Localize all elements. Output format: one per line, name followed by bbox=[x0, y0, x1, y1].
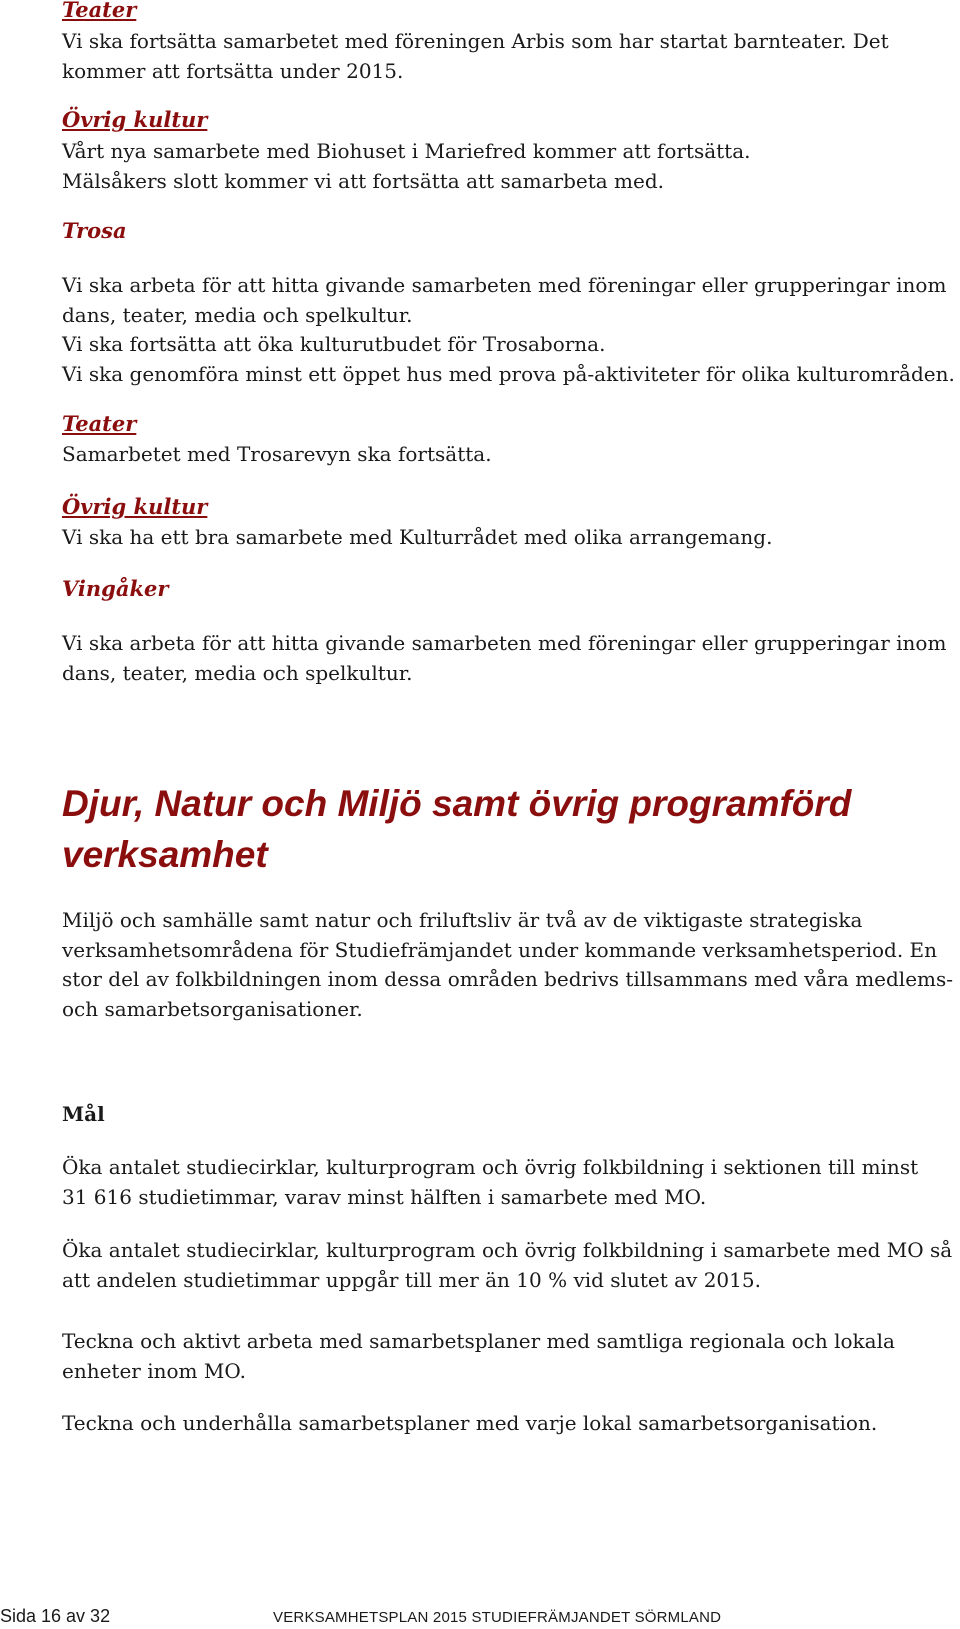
text-line: Öka antalet studiecirklar, kulturprogram och övrig folkbildning i samarbete med MO så bbox=[62, 1238, 953, 1262]
heading-ovrig-kultur: Övrig kultur bbox=[62, 494, 208, 519]
text-line: Vi ska arbeta för att hitta givande samarbeten med föreningar eller grupperingar inom bbox=[62, 631, 947, 655]
goal-paragraph bbox=[62, 1236, 953, 1295]
text-line: dans, teater, media och spelkultur. bbox=[62, 302, 413, 327]
section-title bbox=[62, 778, 851, 880]
paragraph-ovrig-kultur bbox=[62, 523, 942, 553]
goal-paragraph bbox=[62, 1153, 942, 1212]
text-line: Vårt nya samarbete med Biohuset i Mariefred kommer att fortsätta. bbox=[62, 139, 751, 163]
paragraph-teater bbox=[62, 440, 942, 470]
page-number: Sida 16 av 32 bbox=[0, 1606, 111, 1626]
text-line: Vi ska arbeta för att hitta givande samarbeten med föreningar eller grupperingar inom bbox=[62, 273, 947, 297]
text-line: kommer att fortsätta under 2015. bbox=[62, 58, 404, 83]
text-line: Teckna och aktivt arbeta med samarbetsplaner med samtliga regionala och lokala bbox=[62, 1329, 895, 1353]
text-line: 31 616 studietimmar, varav minst hälften i samarbete med MO. bbox=[62, 1184, 707, 1209]
paragraph-trosa bbox=[62, 271, 955, 389]
text-line: Samarbetet med Trosarevyn ska fortsätta. bbox=[62, 442, 492, 466]
heading-trosa: Trosa bbox=[62, 218, 127, 243]
text-line: enheter inom MO. bbox=[62, 1358, 246, 1383]
text-line: verksamhetsområdena för Studiefrämjandet under kommande verksamhetsperiod. En bbox=[62, 937, 938, 962]
heading-mal: Mål bbox=[62, 1102, 105, 1126]
text-line: att andelen studietimmar uppgår till mer än 10 % vid slutet av 2015. bbox=[62, 1267, 761, 1292]
text-line: och samarbetsorganisationer. bbox=[62, 996, 363, 1021]
section-title-line: Djur, Natur och Miljö samt övrig programförd bbox=[62, 783, 852, 824]
text-line: dans, teater, media och spelkultur. bbox=[62, 660, 413, 685]
heading-ovrig-kultur: Övrig kultur bbox=[62, 107, 208, 132]
text-line: Vi ska ha ett bra samarbete med Kulturrådet med olika arrangemang. bbox=[62, 525, 773, 549]
heading-teater: Teater bbox=[62, 411, 137, 436]
heading-teater: Teater bbox=[62, 0, 137, 22]
goal-paragraph bbox=[62, 1327, 942, 1386]
paragraph-teater bbox=[62, 27, 942, 86]
paragraph-ovrig-kultur bbox=[62, 137, 942, 196]
text-line: Mälsåkers slott kommer vi att fortsätta att samarbeta med. bbox=[62, 168, 665, 193]
goal-paragraph bbox=[62, 1409, 942, 1439]
intro-paragraph bbox=[62, 906, 954, 1024]
text-line: stor del av folkbildningen inom dessa områden bedrivs tillsammans med våra medlems- bbox=[62, 967, 954, 991]
heading-vingaker: Vingåker bbox=[62, 576, 169, 601]
text-line: Vi ska fortsätta att öka kulturutbudet för Trosaborna. bbox=[62, 332, 606, 356]
text-line: Teckna och underhålla samarbetsplaner med varje lokal samarbetsorganisation. bbox=[62, 1411, 878, 1435]
text-line: Vi ska fortsätta samarbetet med föreningen Arbis som har startat barnteater. Det bbox=[62, 29, 889, 53]
text-line: Vi ska genomföra minst ett öppet hus med prova på-aktiviteter för olika kulturområden. bbox=[62, 361, 955, 386]
paragraph-vingaker bbox=[62, 629, 947, 688]
text-line: Miljö och samhälle samt natur och friluftsliv är två av de viktigaste strategiska bbox=[62, 908, 863, 932]
text-line: Öka antalet studiecirklar, kulturprogram och övrig folkbildning i sektionen till minst bbox=[62, 1155, 919, 1179]
section-title-line: verksamhet bbox=[62, 834, 268, 875]
footer-title: VERKSAMHETSPLAN 2015 STUDIEFRÄMJANDET SÖRMLAND bbox=[273, 1609, 722, 1626]
